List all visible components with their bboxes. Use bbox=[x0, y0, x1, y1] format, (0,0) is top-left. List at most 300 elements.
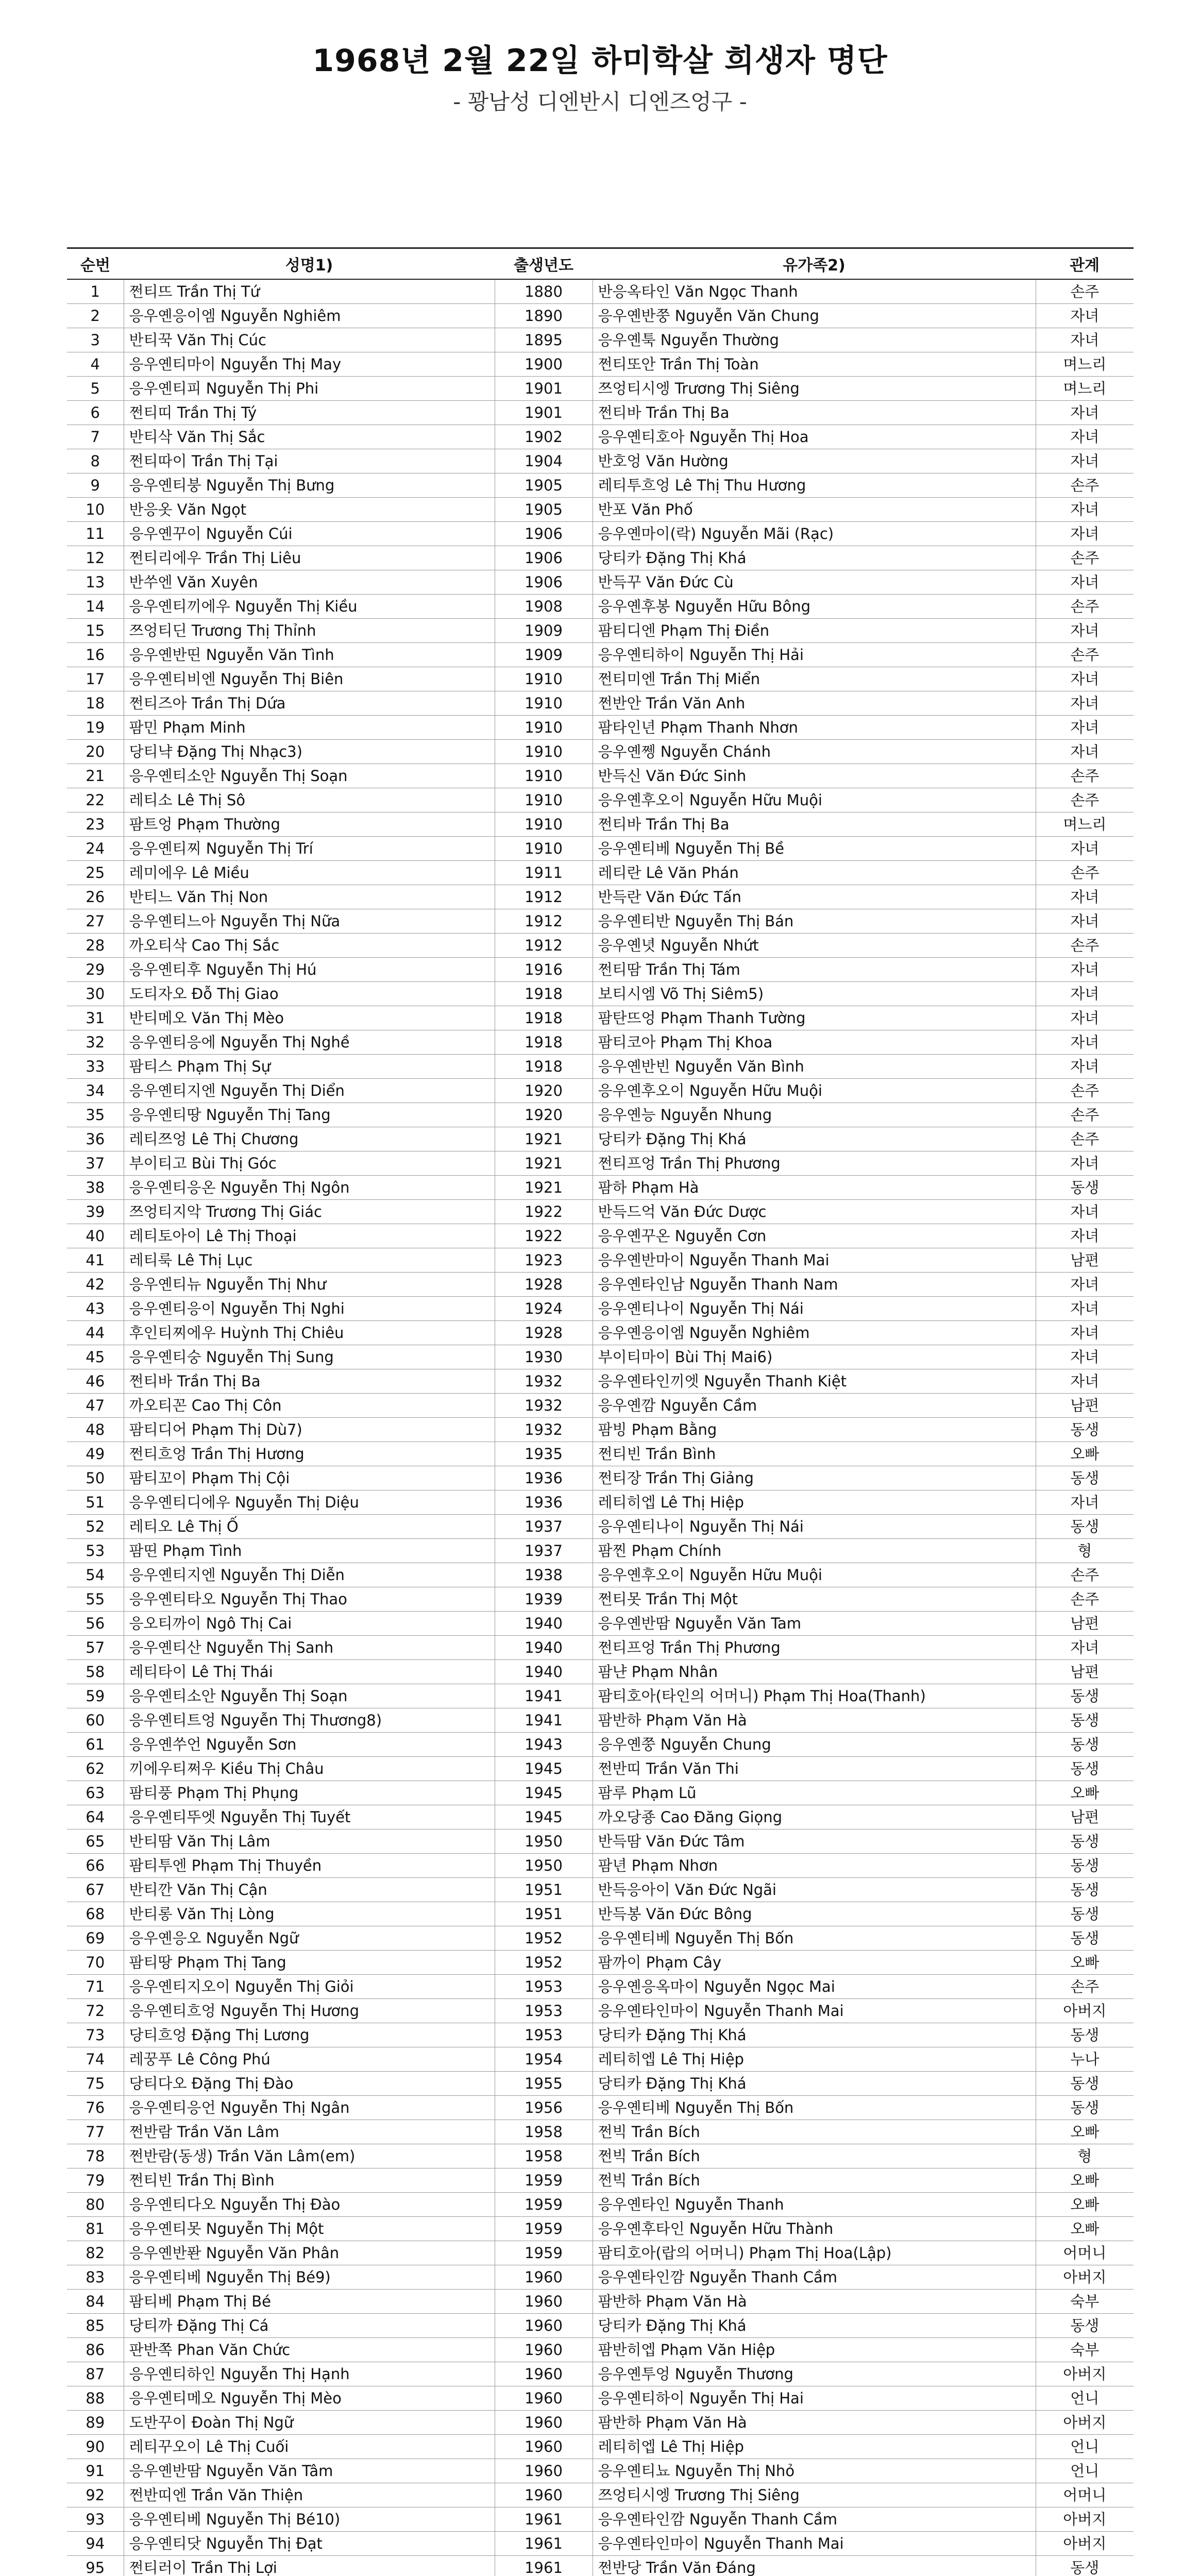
cell-relation: 아버지 bbox=[1036, 2265, 1134, 2290]
cell-relation: 자녀 bbox=[1036, 328, 1134, 352]
cell-birth-year: 1960 bbox=[495, 2290, 593, 2314]
cell-relation: 자녀 bbox=[1036, 837, 1134, 861]
cell-no: 5 bbox=[67, 377, 124, 401]
cell-birth-year: 1921 bbox=[495, 1151, 593, 1176]
cell-relation: 며느리 bbox=[1036, 352, 1134, 377]
cell-birth-year: 1890 bbox=[495, 304, 593, 328]
cell-family: 응우옌응옥마이 Nguyễn Ngọc Mai bbox=[593, 1975, 1036, 1999]
cell-name: 쯔엉티지악 Trương Thị Giác bbox=[124, 1200, 495, 1224]
cell-no: 9 bbox=[67, 473, 124, 498]
cell-family: 응우옌타인 Nguyễn Thanh bbox=[593, 2193, 1036, 2217]
cell-birth-year: 1958 bbox=[495, 2144, 593, 2168]
cell-name: 응우옌반띤 Nguyễn Văn Tình bbox=[124, 643, 495, 667]
cell-family: 쩐빅 Trần Bích bbox=[593, 2120, 1036, 2144]
header-no: 순번 bbox=[67, 248, 124, 280]
cell-family: 응우옌후오이 Nguyễn Hữu Muội bbox=[593, 788, 1036, 812]
cell-family: 응우옌툭 Nguyễn Thường bbox=[593, 328, 1036, 352]
cell-family: 쩐반안 Trần Văn Anh bbox=[593, 691, 1036, 716]
cell-relation: 자녀 bbox=[1036, 401, 1134, 425]
cell-birth-year: 1960 bbox=[495, 2314, 593, 2338]
cell-family: 응우옌티베 Nguyễn Thị Bốn bbox=[593, 1926, 1036, 1951]
cell-no: 27 bbox=[67, 909, 124, 934]
cell-birth-year: 1905 bbox=[495, 498, 593, 522]
cell-name: 응오티까이 Ngô Thị Cai bbox=[124, 1612, 495, 1636]
page-title: 1968년 2월 22일 하미학살 희생자 명단 bbox=[312, 43, 888, 79]
cell-name: 응우옌티디에우 Nguyễn Thị Diệu bbox=[124, 1490, 495, 1515]
cell-name: 쯔엉티딘 Trương Thị Thỉnh bbox=[124, 619, 495, 643]
table-row bbox=[67, 643, 1134, 667]
cell-relation: 언니 bbox=[1036, 2435, 1134, 2459]
cell-name: 응우옌티베 Nguyễn Thị Bé9) bbox=[124, 2265, 495, 2290]
cell-birth-year: 1912 bbox=[495, 885, 593, 909]
cell-birth-year: 1939 bbox=[495, 1587, 593, 1612]
cell-relation: 자녀 bbox=[1036, 740, 1134, 764]
cell-relation: 며느리 bbox=[1036, 812, 1134, 837]
cell-birth-year: 1904 bbox=[495, 449, 593, 473]
table-row bbox=[67, 1733, 1134, 1757]
cell-name: 응우옌티베 Nguyễn Thị Bé10) bbox=[124, 2507, 495, 2532]
cell-name: 응우옌티느아 Nguyễn Thị Nữa bbox=[124, 909, 495, 934]
table-row bbox=[67, 1394, 1134, 1418]
table-row bbox=[67, 1515, 1134, 1539]
cell-name: 쩐티띠 Trần Thị Tý bbox=[124, 401, 495, 425]
cell-family: 팜빙 Phạm Bằng bbox=[593, 1418, 1036, 1442]
cell-name: 반응옷 Văn Ngọt bbox=[124, 498, 495, 522]
cell-relation: 자녀 bbox=[1036, 425, 1134, 449]
table-row bbox=[67, 958, 1134, 982]
cell-relation: 자녀 bbox=[1036, 1200, 1134, 1224]
cell-no: 51 bbox=[67, 1490, 124, 1515]
table-row bbox=[67, 1055, 1134, 1079]
table-row bbox=[67, 1684, 1134, 1708]
table-row bbox=[67, 1176, 1134, 1200]
cell-family: 응우옌능 Nguyễn Nhung bbox=[593, 1103, 1036, 1127]
table-row bbox=[67, 1660, 1134, 1684]
cell-birth-year: 1910 bbox=[495, 764, 593, 788]
cell-birth-year: 1912 bbox=[495, 909, 593, 934]
cell-relation: 오빠 bbox=[1036, 2120, 1134, 2144]
cell-no: 65 bbox=[67, 1829, 124, 1854]
cell-relation: 동생 bbox=[1036, 2314, 1134, 2338]
cell-family: 쩐티또안 Trần Thị Toàn bbox=[593, 352, 1036, 377]
cell-family: 팜루 Phạm Lũ bbox=[593, 1781, 1036, 1805]
cell-family: 부이티마이 Bùi Thị Mai6) bbox=[593, 1345, 1036, 1369]
cell-name: 응우옌응오 Nguyễn Ngữ bbox=[124, 1926, 495, 1951]
cell-no: 79 bbox=[67, 2168, 124, 2193]
cell-birth-year: 1880 bbox=[495, 279, 593, 304]
cell-family: 쩐티장 Trần Thị Giảng bbox=[593, 1466, 1036, 1490]
cell-birth-year: 1940 bbox=[495, 1636, 593, 1660]
cell-birth-year: 1912 bbox=[495, 934, 593, 958]
header-name: 성명1) bbox=[124, 248, 495, 280]
cell-family: 응우옌꾸온 Nguyễn Cơn bbox=[593, 1224, 1036, 1248]
cell-birth-year: 1959 bbox=[495, 2168, 593, 2193]
cell-relation: 동생 bbox=[1036, 2072, 1134, 2096]
cell-no: 75 bbox=[67, 2072, 124, 2096]
cell-no: 52 bbox=[67, 1515, 124, 1539]
cell-name: 끼에우티쩌우 Kiều Thị Châu bbox=[124, 1757, 495, 1781]
table-row bbox=[67, 2314, 1134, 2338]
cell-relation: 자녀 bbox=[1036, 885, 1134, 909]
cell-birth-year: 1936 bbox=[495, 1466, 593, 1490]
table-row bbox=[67, 1127, 1134, 1151]
cell-relation: 형 bbox=[1036, 1539, 1134, 1563]
cell-name: 응우옌티소안 Nguyễn Thị Soạn bbox=[124, 1684, 495, 1708]
table-row bbox=[67, 522, 1134, 546]
cell-no: 28 bbox=[67, 934, 124, 958]
cell-relation: 언니 bbox=[1036, 2459, 1134, 2483]
table-row bbox=[67, 2435, 1134, 2459]
cell-no: 50 bbox=[67, 1466, 124, 1490]
cell-name: 응우옌티끼에우 Nguyễn Thị Kiều bbox=[124, 595, 495, 619]
cell-no: 87 bbox=[67, 2362, 124, 2386]
cell-relation: 아버지 bbox=[1036, 1999, 1134, 2023]
cell-name: 후인티찌에우 Huỳnh Thị Chiêu bbox=[124, 1321, 495, 1345]
cell-no: 40 bbox=[67, 1224, 124, 1248]
cell-no: 46 bbox=[67, 1369, 124, 1394]
cell-family: 팜타인년 Phạm Thanh Nhơn bbox=[593, 716, 1036, 740]
cell-birth-year: 1958 bbox=[495, 2120, 593, 2144]
cell-relation: 손주 bbox=[1036, 546, 1134, 570]
cell-name: 팜민 Phạm Minh bbox=[124, 716, 495, 740]
cell-relation: 동생 bbox=[1036, 1902, 1134, 1926]
cell-family: 팜찐 Phạm Chính bbox=[593, 1539, 1036, 1563]
table-row bbox=[67, 1079, 1134, 1103]
cell-birth-year: 1918 bbox=[495, 1030, 593, 1055]
table-row bbox=[67, 304, 1134, 328]
cell-family: 반득신 Văn Đức Sinh bbox=[593, 764, 1036, 788]
cell-relation: 동생 bbox=[1036, 2023, 1134, 2047]
cell-birth-year: 1936 bbox=[495, 1490, 593, 1515]
cell-no: 86 bbox=[67, 2338, 124, 2362]
cell-family: 응우옌후타인 Nguyễn Hữu Thành bbox=[593, 2217, 1036, 2241]
cell-family: 팜하 Phạm Hà bbox=[593, 1176, 1036, 1200]
cell-birth-year: 1959 bbox=[495, 2241, 593, 2265]
cell-birth-year: 1959 bbox=[495, 2193, 593, 2217]
table-header-row bbox=[67, 248, 1134, 280]
cell-name: 레티룩 Lê Thị Lục bbox=[124, 1248, 495, 1273]
cell-name: 응우옌티산 Nguyễn Thị Sanh bbox=[124, 1636, 495, 1660]
cell-no: 7 bbox=[67, 425, 124, 449]
table-row bbox=[67, 2265, 1134, 2290]
cell-relation: 남편 bbox=[1036, 1805, 1134, 1829]
cell-name: 쩐반람(동생) Trần Văn Lâm(em) bbox=[124, 2144, 495, 2168]
cell-relation: 동생 bbox=[1036, 1757, 1134, 1781]
table-row bbox=[67, 1781, 1134, 1805]
cell-family: 팜티호아(타인의 어머니) Phạm Thị Hoa(Thanh) bbox=[593, 1684, 1036, 1708]
cell-no: 57 bbox=[67, 1636, 124, 1660]
cell-name: 쩐티빈 Trần Thị Bình bbox=[124, 2168, 495, 2193]
cell-relation: 동생 bbox=[1036, 1515, 1134, 1539]
cell-birth-year: 1918 bbox=[495, 1055, 593, 1079]
cell-name: 반티깐 Văn Thị Cận bbox=[124, 1878, 495, 1902]
cell-family: 응우옌반마이 Nguyễn Thanh Mai bbox=[593, 1248, 1036, 1273]
cell-family: 팜반하 Phạm Văn Hà bbox=[593, 1708, 1036, 1733]
cell-no: 23 bbox=[67, 812, 124, 837]
cell-relation: 형 bbox=[1036, 2144, 1134, 2168]
table-row bbox=[67, 1539, 1134, 1563]
cell-relation: 자녀 bbox=[1036, 1273, 1134, 1297]
cell-no: 25 bbox=[67, 861, 124, 885]
cell-name: 응우옌티메오 Nguyễn Thị Mèo bbox=[124, 2386, 495, 2411]
table-row bbox=[67, 1902, 1134, 1926]
table-row bbox=[67, 1999, 1134, 2023]
cell-birth-year: 1960 bbox=[495, 2411, 593, 2435]
cell-relation: 동생 bbox=[1036, 1176, 1134, 1200]
cell-no: 38 bbox=[67, 1176, 124, 1200]
cell-family: 당티카 Đặng Thị Khá bbox=[593, 2072, 1036, 2096]
cell-relation: 손주 bbox=[1036, 861, 1134, 885]
cell-relation: 아버지 bbox=[1036, 2411, 1134, 2435]
cell-relation: 오빠 bbox=[1036, 2193, 1134, 2217]
cell-birth-year: 1945 bbox=[495, 1781, 593, 1805]
cell-birth-year: 1935 bbox=[495, 1442, 593, 1466]
cell-relation: 아버지 bbox=[1036, 2362, 1134, 2386]
cell-name: 도반꾸이 Đoàn Thị Ngữ bbox=[124, 2411, 495, 2435]
cell-relation: 오빠 bbox=[1036, 2168, 1134, 2193]
cell-family: 팜년 Phạm Nhơn bbox=[593, 1854, 1036, 1878]
cell-family: 쩐티바 Trần Thị Ba bbox=[593, 812, 1036, 837]
cell-no: 21 bbox=[67, 764, 124, 788]
cell-no: 14 bbox=[67, 595, 124, 619]
cell-name: 쩐티리에우 Trần Thị Liêu bbox=[124, 546, 495, 570]
table-row bbox=[67, 1345, 1134, 1369]
cell-birth-year: 1951 bbox=[495, 1902, 593, 1926]
cell-name: 응우옌티소안 Nguyễn Thị Soạn bbox=[124, 764, 495, 788]
table-row bbox=[67, 764, 1134, 788]
cell-relation: 손주 bbox=[1036, 279, 1134, 304]
cell-no: 67 bbox=[67, 1878, 124, 1902]
cell-name: 부이티고 Bùi Thị Góc bbox=[124, 1151, 495, 1176]
cell-birth-year: 1950 bbox=[495, 1854, 593, 1878]
cell-name: 응우옌티후 Nguyễn Thị Hú bbox=[124, 958, 495, 982]
header-family: 유가족2) bbox=[593, 248, 1036, 280]
cell-birth-year: 1940 bbox=[495, 1660, 593, 1684]
cell-relation: 오빠 bbox=[1036, 1951, 1134, 1975]
cell-family: 반호엉 Văn Hường bbox=[593, 449, 1036, 473]
cell-no: 59 bbox=[67, 1684, 124, 1708]
cell-no: 19 bbox=[67, 716, 124, 740]
cell-name: 응우옌꾸이 Nguyễn Cúi bbox=[124, 522, 495, 546]
cell-name: 응우옌티피 Nguyễn Thị Phi bbox=[124, 377, 495, 401]
cell-birth-year: 1961 bbox=[495, 2532, 593, 2556]
cell-name: 팜티디어 Phạm Thị Dù7) bbox=[124, 1418, 495, 1442]
page-subtitle: - 꽝남성 디엔반시 디엔즈엉구 - bbox=[453, 89, 747, 114]
cell-birth-year: 1932 bbox=[495, 1418, 593, 1442]
cell-no: 76 bbox=[67, 2096, 124, 2120]
cell-relation: 손주 bbox=[1036, 1127, 1134, 1151]
cell-family: 팜반히엡 Phạm Văn Hiệp bbox=[593, 2338, 1036, 2362]
cell-relation: 누나 bbox=[1036, 2047, 1134, 2072]
cell-relation: 자녀 bbox=[1036, 619, 1134, 643]
cell-family: 응우옌응이엠 Nguyễn Nghiêm bbox=[593, 1321, 1036, 1345]
table-row bbox=[67, 1636, 1134, 1660]
cell-relation: 동생 bbox=[1036, 1878, 1134, 1902]
cell-no: 42 bbox=[67, 1273, 124, 1297]
cell-relation: 손주 bbox=[1036, 934, 1134, 958]
cell-birth-year: 1954 bbox=[495, 2047, 593, 2072]
cell-relation: 언니 bbox=[1036, 2386, 1134, 2411]
cell-name: 응우옌티흐엉 Nguyễn Thị Hương bbox=[124, 1999, 495, 2023]
cell-relation: 자녀 bbox=[1036, 449, 1134, 473]
cell-birth-year: 1938 bbox=[495, 1563, 593, 1587]
cell-birth-year: 1953 bbox=[495, 1999, 593, 2023]
cell-no: 1 bbox=[67, 279, 124, 304]
cell-name: 응우옌티응에 Nguyễn Thị Nghề bbox=[124, 1030, 495, 1055]
cell-relation: 자녀 bbox=[1036, 1297, 1134, 1321]
cell-family: 팜냔 Phạm Nhân bbox=[593, 1660, 1036, 1684]
cell-birth-year: 1960 bbox=[495, 2459, 593, 2483]
cell-name: 팜티스 Phạm Thị Sự bbox=[124, 1055, 495, 1079]
cell-name: 응우옌티닷 Nguyễn Thị Đạt bbox=[124, 2532, 495, 2556]
cell-no: 90 bbox=[67, 2435, 124, 2459]
cell-relation: 자녀 bbox=[1036, 958, 1134, 982]
cell-no: 83 bbox=[67, 2265, 124, 2290]
cell-family: 반득땀 Văn Đức Tâm bbox=[593, 1829, 1036, 1854]
cell-family: 응우옌티반 Nguyễn Thị Bán bbox=[593, 909, 1036, 934]
cell-name: 응우옌티하인 Nguyễn Thị Hạnh bbox=[124, 2362, 495, 2386]
cell-relation: 자녀 bbox=[1036, 1151, 1134, 1176]
cell-family: 팜반하 Phạm Văn Hà bbox=[593, 2411, 1036, 2435]
cell-name: 쩐반람 Trần Văn Lâm bbox=[124, 2120, 495, 2144]
cell-birth-year: 1906 bbox=[495, 570, 593, 595]
cell-relation: 손주 bbox=[1036, 764, 1134, 788]
cell-no: 31 bbox=[67, 1006, 124, 1030]
cell-birth-year: 1924 bbox=[495, 1297, 593, 1321]
cell-family: 응우옌티뇨 Nguyễn Thị Nhỏ bbox=[593, 2459, 1036, 2483]
cell-relation: 손주 bbox=[1036, 1975, 1134, 1999]
cell-family: 쩐티프엉 Trần Thị Phương bbox=[593, 1151, 1036, 1176]
cell-no: 39 bbox=[67, 1200, 124, 1224]
cell-name: 응우옌티못 Nguyễn Thị Một bbox=[124, 2217, 495, 2241]
cell-relation: 아버지 bbox=[1036, 2507, 1134, 2532]
cell-family: 응우옌타인깜 Nguyễn Thanh Cầm bbox=[593, 2265, 1036, 2290]
cell-birth-year: 1943 bbox=[495, 1733, 593, 1757]
cell-relation: 자녀 bbox=[1036, 1369, 1134, 1394]
cell-birth-year: 1953 bbox=[495, 1975, 593, 1999]
cell-no: 61 bbox=[67, 1733, 124, 1757]
cell-name: 레티쯔엉 Lê Thị Chương bbox=[124, 1127, 495, 1151]
cell-relation: 자녀 bbox=[1036, 1321, 1134, 1345]
cell-no: 64 bbox=[67, 1805, 124, 1829]
table-row bbox=[67, 2338, 1134, 2362]
cell-relation: 손주 bbox=[1036, 643, 1134, 667]
cell-relation: 동생 bbox=[1036, 1418, 1134, 1442]
cell-no: 26 bbox=[67, 885, 124, 909]
table-row bbox=[67, 2120, 1134, 2144]
cell-birth-year: 1951 bbox=[495, 1878, 593, 1902]
table-row bbox=[67, 1273, 1134, 1297]
cell-name: 레티꾸오이 Lê Thị Cuối bbox=[124, 2435, 495, 2459]
cell-name: 팜띤 Phạm Tình bbox=[124, 1539, 495, 1563]
cell-name: 반티땀 Văn Thị Lâm bbox=[124, 1829, 495, 1854]
cell-birth-year: 1953 bbox=[495, 2023, 593, 2047]
cell-family: 응우옌후오이 Nguyễn Hữu Muội bbox=[593, 1079, 1036, 1103]
cell-no: 6 bbox=[67, 401, 124, 425]
cell-no: 84 bbox=[67, 2290, 124, 2314]
table-row bbox=[67, 2507, 1134, 2532]
cell-family: 반응옥타인 Văn Ngọc Thanh bbox=[593, 279, 1036, 304]
cell-no: 88 bbox=[67, 2386, 124, 2411]
cell-family: 쩐반당 Trần Văn Đáng bbox=[593, 2556, 1036, 2576]
cell-family: 응우옌후봉 Nguyễn Hữu Bông bbox=[593, 595, 1036, 619]
cell-family: 반득란 Văn Đức Tấn bbox=[593, 885, 1036, 909]
table-row bbox=[67, 2144, 1134, 2168]
table-row bbox=[67, 691, 1134, 716]
table-row bbox=[67, 619, 1134, 643]
cell-family: 팜티코아 Phạm Thị Khoa bbox=[593, 1030, 1036, 1055]
cell-relation: 동생 bbox=[1036, 2556, 1134, 2576]
table-row bbox=[67, 328, 1134, 352]
cell-no: 45 bbox=[67, 1345, 124, 1369]
cell-name: 반쑤엔 Văn Xuyên bbox=[124, 570, 495, 595]
cell-birth-year: 1901 bbox=[495, 377, 593, 401]
cell-name: 응우옌쑤언 Nguyễn Sơn bbox=[124, 1733, 495, 1757]
cell-relation: 자녀 bbox=[1036, 522, 1134, 546]
cell-no: 94 bbox=[67, 2532, 124, 2556]
cell-no: 32 bbox=[67, 1030, 124, 1055]
cell-birth-year: 1960 bbox=[495, 2435, 593, 2459]
cell-family: 쯔엉티시엥 Trương Thị Siêng bbox=[593, 2483, 1036, 2507]
table-row bbox=[67, 934, 1134, 958]
cell-name: 팜티투엔 Phạm Thị Thuyền bbox=[124, 1854, 495, 1878]
cell-family: 응우옌타인남 Nguyễn Thanh Nam bbox=[593, 1273, 1036, 1297]
cell-relation: 자녀 bbox=[1036, 570, 1134, 595]
table-row bbox=[67, 401, 1134, 425]
cell-no: 11 bbox=[67, 522, 124, 546]
cell-name: 반티느 Văn Thị Non bbox=[124, 885, 495, 909]
cell-relation: 동생 bbox=[1036, 1466, 1134, 1490]
cell-relation: 어머니 bbox=[1036, 2483, 1134, 2507]
cell-family: 팜반하 Phạm Văn Hà bbox=[593, 2290, 1036, 2314]
cell-name: 쩐티따이 Trần Thị Tại bbox=[124, 449, 495, 473]
table-row bbox=[67, 449, 1134, 473]
cell-no: 30 bbox=[67, 982, 124, 1006]
cell-name: 응우옌티다오 Nguyễn Thị Đào bbox=[124, 2193, 495, 2217]
cell-family: 쩐티빈 Trần Bình bbox=[593, 1442, 1036, 1466]
cell-relation: 남편 bbox=[1036, 1660, 1134, 1684]
cell-birth-year: 1895 bbox=[495, 328, 593, 352]
cell-no: 16 bbox=[67, 643, 124, 667]
table-row bbox=[67, 2362, 1134, 2386]
cell-birth-year: 1922 bbox=[495, 1200, 593, 1224]
table-row bbox=[67, 352, 1134, 377]
cell-no: 36 bbox=[67, 1127, 124, 1151]
cell-no: 60 bbox=[67, 1708, 124, 1733]
table-row bbox=[67, 1030, 1134, 1055]
cell-birth-year: 1922 bbox=[495, 1224, 593, 1248]
cell-relation: 손주 bbox=[1036, 1079, 1134, 1103]
cell-relation: 동생 bbox=[1036, 1733, 1134, 1757]
cell-name: 레티소 Lê Thị Sô bbox=[124, 788, 495, 812]
cell-no: 12 bbox=[67, 546, 124, 570]
cell-family: 쩐티미엔 Trần Thị Miển bbox=[593, 667, 1036, 691]
cell-no: 8 bbox=[67, 449, 124, 473]
table-row bbox=[67, 837, 1134, 861]
cell-name: 팜티베 Phạm Thị Bé bbox=[124, 2290, 495, 2314]
cell-no: 56 bbox=[67, 1612, 124, 1636]
cell-birth-year: 1960 bbox=[495, 2338, 593, 2362]
table-row bbox=[67, 1757, 1134, 1781]
cell-family: 레티히엡 Lê Thị Hiệp bbox=[593, 2047, 1036, 2072]
cell-no: 2 bbox=[67, 304, 124, 328]
cell-no: 10 bbox=[67, 498, 124, 522]
cell-birth-year: 1928 bbox=[495, 1273, 593, 1297]
table-row bbox=[67, 2047, 1134, 2072]
cell-relation: 남편 bbox=[1036, 1248, 1134, 1273]
table-row bbox=[67, 1442, 1134, 1466]
cell-family: 응우옌타인마이 Nguyễn Thanh Mai bbox=[593, 2532, 1036, 2556]
